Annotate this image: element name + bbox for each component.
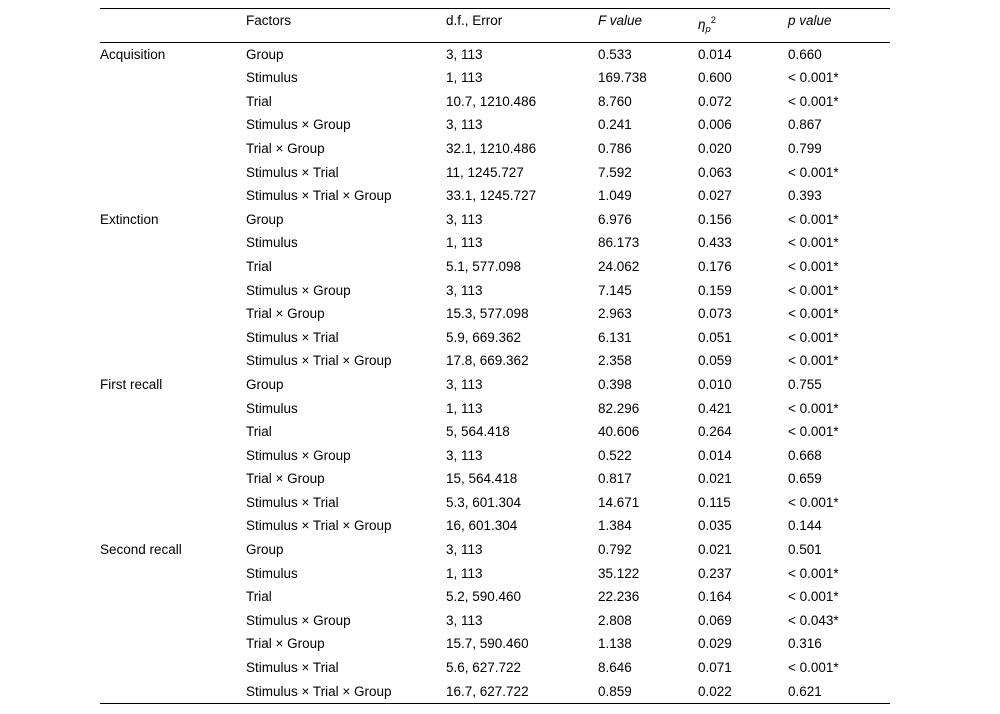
table-row [100,585,890,609]
cell-f-value: 1.384 [598,518,632,534]
cell-phase: Extinction [100,211,159,227]
cell-f-value: 0.817 [598,471,632,487]
cell-phase [100,90,246,114]
cell-eta-squared: 0.069 [698,612,732,628]
cell-p-value: < 0.043* [788,612,839,628]
table-row [100,137,890,161]
cell-factor: Stimulus × Trial × Group [246,188,392,204]
cell-df-error: 17.8, 669.362 [446,353,529,369]
cell-f-value: 86.173 [598,235,640,251]
cell-phase [100,66,246,90]
cell-p-value: < 0.001* [788,589,839,605]
cell-eta-squared: 0.433 [698,235,732,251]
cell-factor: Stimulus × Group [246,447,351,463]
cell-phase: First recall [100,376,163,392]
cell-phase: Second recall [100,542,182,558]
table-row [100,609,890,633]
cell-f-value: 24.062 [598,258,640,274]
cell-phase [100,255,246,279]
cell-factor: Trial [246,589,272,605]
cell-phase [100,632,246,656]
header-f-value: F value [598,13,643,28]
cell-p-value: 0.799 [788,140,822,156]
cell-df-error: 15.3, 577.098 [446,306,529,322]
cell-phase [100,609,246,633]
cell-p-value: < 0.001* [788,353,839,369]
header-phase [100,9,246,43]
cell-factor: Stimulus × Group [246,612,351,628]
cell-phase [100,467,246,491]
cell-p-value: < 0.001* [788,258,839,274]
cell-eta-squared: 0.006 [698,117,732,133]
table-row [100,632,890,656]
cell-f-value: 14.671 [598,494,640,510]
cell-phase [100,279,246,303]
cell-f-value: 6.131 [598,329,632,345]
cell-p-value: < 0.001* [788,93,839,109]
table-row [100,42,890,66]
table-row [100,161,890,185]
cell-eta-squared: 0.264 [698,424,732,440]
cell-factor: Group [246,211,284,227]
cell-phase [100,562,246,586]
eta-symbol: η [698,17,706,32]
cell-p-value: < 0.001* [788,565,839,581]
cell-p-value: < 0.001* [788,282,839,298]
cell-df-error: 33.1, 1245.727 [446,188,537,204]
cell-f-value: 8.646 [598,660,632,676]
cell-phase: Acquisition [100,46,166,62]
cell-eta-squared: 0.021 [698,471,732,487]
table-row [100,208,890,232]
cell-eta-squared: 0.176 [698,258,732,274]
header-p-value: p value [788,13,832,28]
cell-df-error: 3, 113 [446,46,483,62]
cell-df-error: 3, 113 [446,376,483,392]
cell-factor: Trial [246,424,272,440]
cell-df-error: 1, 113 [446,235,483,251]
cell-f-value: 0.522 [598,447,632,463]
cell-factor: Trial [246,258,272,274]
cell-f-value: 22.236 [598,589,640,605]
cell-eta-squared: 0.014 [698,447,732,463]
header-df-error: d.f., Error [446,13,503,28]
cell-eta-squared: 0.237 [698,565,732,581]
cell-eta-squared: 0.035 [698,518,732,534]
table-bottom-rule [100,703,890,704]
cell-p-value: 0.867 [788,117,822,133]
cell-eta-squared: 0.021 [698,542,732,558]
table-row [100,514,890,538]
cell-df-error: 1, 113 [446,70,483,86]
table-row [100,397,890,421]
cell-phase [100,680,246,704]
cell-phase [100,491,246,515]
cell-p-value: < 0.001* [788,400,839,416]
cell-f-value: 7.145 [598,282,632,298]
cell-eta-squared: 0.072 [698,93,732,109]
cell-df-error: 3, 113 [446,612,483,628]
table-row [100,184,890,208]
cell-f-value: 35.122 [598,565,640,581]
cell-df-error: 11, 1245.727 [446,164,524,180]
eta-superscript: 2 [710,15,717,26]
cell-eta-squared: 0.020 [698,140,732,156]
cell-f-value: 0.398 [598,376,632,392]
cell-factor: Stimulus × Trial × Group [246,683,392,699]
table-row [100,66,890,90]
cell-phase [100,585,246,609]
cell-phase [100,113,246,137]
cell-eta-squared: 0.071 [698,660,732,676]
cell-eta-squared: 0.156 [698,211,732,227]
table-row [100,420,890,444]
table-row [100,680,890,704]
cell-p-value: < 0.001* [788,164,839,180]
cell-eta-squared: 0.115 [698,494,731,510]
cell-phase [100,349,246,373]
table-header [100,9,890,43]
cell-eta-squared: 0.164 [698,589,732,605]
table-row [100,349,890,373]
cell-phase [100,231,246,255]
cell-df-error: 15, 564.418 [446,471,518,487]
table-body [100,42,890,703]
cell-p-value: 0.393 [788,188,822,204]
cell-f-value: 169.738 [598,70,647,86]
cell-df-error: 3, 113 [446,211,483,227]
cell-factor: Trial × Group [246,636,325,652]
cell-f-value: 6.976 [598,211,632,227]
cell-df-error: 16, 601.304 [446,518,518,534]
table-row [100,467,890,491]
cell-f-value: 2.808 [598,612,632,628]
cell-phase [100,161,246,185]
cell-f-value: 40.606 [598,424,640,440]
cell-p-value: < 0.001* [788,70,839,86]
cell-p-value: < 0.001* [788,424,839,440]
cell-df-error: 5.2, 590.460 [446,589,522,605]
cell-df-error: 3, 113 [446,282,483,298]
cell-factor: Stimulus × Trial × Group [246,353,392,369]
cell-eta-squared: 0.063 [698,164,732,180]
cell-f-value: 0.792 [598,542,632,558]
anova-results-table [100,8,890,703]
cell-eta-squared: 0.014 [698,46,732,62]
cell-eta-squared: 0.027 [698,188,732,204]
cell-phase [100,137,246,161]
cell-eta-squared: 0.073 [698,306,732,322]
header-row [100,9,890,43]
cell-df-error: 15.7, 590.460 [446,636,529,652]
cell-factor: Group [246,542,284,558]
cell-f-value: 8.760 [598,93,632,109]
cell-f-value: 0.786 [598,140,632,156]
cell-phase [100,444,246,468]
cell-eta-squared: 0.010 [698,376,732,392]
cell-df-error: 32.1, 1210.486 [446,140,537,156]
table-row [100,302,890,326]
header-eta-squared [698,9,788,43]
cell-df-error: 1, 113 [446,565,483,581]
cell-factor: Stimulus [246,235,298,251]
cell-eta-squared: 0.600 [698,70,732,86]
cell-phase [100,514,246,538]
cell-factor: Trial × Group [246,306,325,322]
cell-p-value: 0.501 [788,542,822,558]
stats-table-container [100,8,890,704]
cell-factor: Stimulus [246,400,298,416]
cell-eta-squared: 0.159 [698,282,732,298]
cell-f-value: 82.296 [598,400,640,416]
cell-df-error: 3, 113 [446,447,483,463]
cell-p-value: < 0.001* [788,660,839,676]
table-row [100,113,890,137]
cell-df-error: 5.9, 669.362 [446,329,522,345]
cell-phase [100,326,246,350]
cell-f-value: 2.963 [598,306,632,322]
cell-df-error: 3, 113 [446,117,483,133]
cell-factor: Stimulus × Group [246,117,351,133]
cell-factor: Stimulus × Trial [246,164,339,180]
cell-factor: Stimulus × Group [246,282,351,298]
cell-eta-squared: 0.421 [698,400,732,416]
table-row [100,491,890,515]
cell-df-error: 3, 113 [446,542,483,558]
cell-df-error: 5.6, 627.722 [446,660,522,676]
table-row [100,326,890,350]
cell-factor: Stimulus [246,70,298,86]
cell-eta-squared: 0.051 [698,329,732,345]
table-row [100,562,890,586]
cell-df-error: 10.7, 1210.486 [446,93,537,109]
cell-phase [100,420,246,444]
cell-p-value: 0.144 [788,518,822,534]
cell-phase [100,397,246,421]
header-factors: Factors [246,13,292,28]
cell-f-value: 1.138 [598,636,632,652]
cell-df-error: 5.3, 601.304 [446,494,522,510]
cell-factor: Stimulus [246,565,298,581]
table-row [100,255,890,279]
cell-eta-squared: 0.059 [698,353,732,369]
cell-df-error: 16.7, 627.722 [446,683,529,699]
cell-factor: Trial × Group [246,140,325,156]
table-row [100,279,890,303]
table-row [100,444,890,468]
cell-factor: Trial [246,93,272,109]
cell-factor: Trial × Group [246,471,325,487]
table-row [100,231,890,255]
cell-p-value: 0.316 [788,636,822,652]
cell-p-value: 0.660 [788,46,822,62]
cell-df-error: 1, 113 [446,400,483,416]
cell-p-value: < 0.001* [788,306,839,322]
cell-df-error: 5.1, 577.098 [446,258,522,274]
cell-factor: Group [246,46,284,62]
cell-factor: Stimulus × Trial [246,494,339,510]
cell-factor: Stimulus × Trial [246,660,339,676]
cell-p-value: 0.668 [788,447,822,463]
cell-factor: Stimulus × Trial [246,329,339,345]
cell-f-value: 1.049 [598,188,632,204]
cell-f-value: 0.241 [598,117,632,133]
cell-p-value: < 0.001* [788,211,839,227]
cell-p-value: < 0.001* [788,235,839,251]
cell-df-error: 5, 564.418 [446,424,510,440]
cell-p-value: 0.659 [788,471,822,487]
cell-f-value: 0.859 [598,683,632,699]
cell-factor: Group [246,376,284,392]
cell-f-value: 7.592 [598,164,632,180]
cell-factor: Stimulus × Trial × Group [246,518,392,534]
cell-p-value: 0.755 [788,376,822,392]
table-row [100,90,890,114]
cell-f-value: 2.358 [598,353,632,369]
cell-phase [100,184,246,208]
cell-p-value: < 0.001* [788,494,839,510]
cell-eta-squared: 0.022 [698,683,732,699]
eta-subscript: p [705,24,711,35]
cell-eta-squared: 0.029 [698,636,732,652]
cell-p-value: 0.621 [788,683,822,699]
table-row [100,373,890,397]
cell-f-value: 0.533 [598,46,632,62]
table-row [100,656,890,680]
cell-phase [100,302,246,326]
cell-phase [100,656,246,680]
table-row [100,538,890,562]
cell-p-value: < 0.001* [788,329,839,345]
